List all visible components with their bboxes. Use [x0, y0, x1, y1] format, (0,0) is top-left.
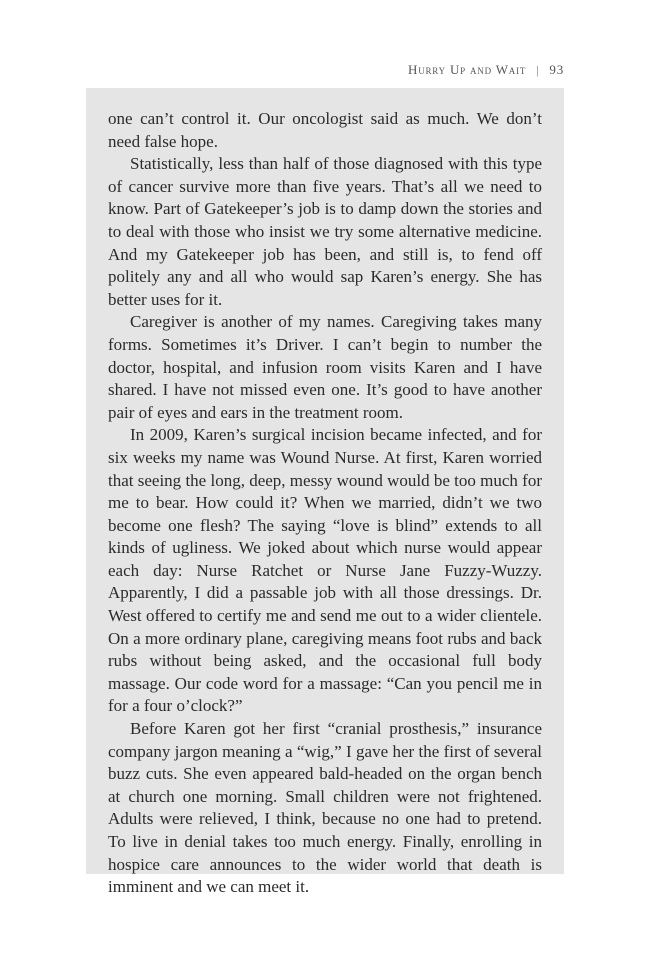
paragraph-continued: one can’t control it. Our oncologist said as much. We don’t need false hope.	[108, 109, 542, 151]
running-head-separator: |	[536, 62, 540, 77]
paragraph-wound-nurse: In 2009, Karen’s surgical incision became infected, and for six weeks my name was Wound Nurse. At first, Karen worried that seeing the long, deep, messy wound would be too much for me to bear. How could it? When we married, didn’t we two become one flesh? The saying “love is blind” extends to all kinds of ugliness. We joked about which nurse would appear each day: Nurse Ratchet or Nurse Jane Fuzzy-Wuzzy. Apparently, I did a passable job with all those dressings. Dr. West offered to certify me and send me out to a wider clientele. On a more ordinary plane, caregiving means foot rubs and back rubs without being asked, and the occasional full body massage. Our code word for a massage: “Can you pencil me in for a four o’clock?”	[108, 425, 542, 716]
paragraph-caregiver: Caregiver is another of my names. Caregiving takes many forms. Sometimes it’s Driver. I can’t begin to number the doctor, hospital, and infusion room visits Karen and I have shared. I have not missed even one. It’s good to have another pair of eyes and ears in the treatment room.	[108, 312, 542, 422]
page-number: 93	[549, 62, 564, 77]
running-head-title: Hurry Up and Wait	[408, 62, 527, 77]
paragraph-prosthesis: Before Karen got her first “cranial prosthesis,” insurance company jargon meaning a “wig,” I gave her the first of several buzz cuts. She even appeared bald-headed on the organ bench at church one morning. Small children were not frightened. Adults were relieved, I think, because no one had to pretend. To live in denial takes too much energy. Finally, enrolling in hospice care announces to the wider world that death is imminent and we can meet it.	[108, 719, 542, 897]
paragraph-statistics: Statistically, less than half of those diagnosed with this type of cancer survive more than five years. That’s all we need to know. Part of Gatekeeper’s job is to damp down the stories and to deal with those who insist we try some alternative medicine. And my Gatekeeper job has been, and still is, to fend off politely any and all who would sap Karen’s energy. She has better uses for it.	[108, 154, 542, 309]
body-text-block	[86, 88, 564, 897]
running-head	[408, 62, 564, 78]
